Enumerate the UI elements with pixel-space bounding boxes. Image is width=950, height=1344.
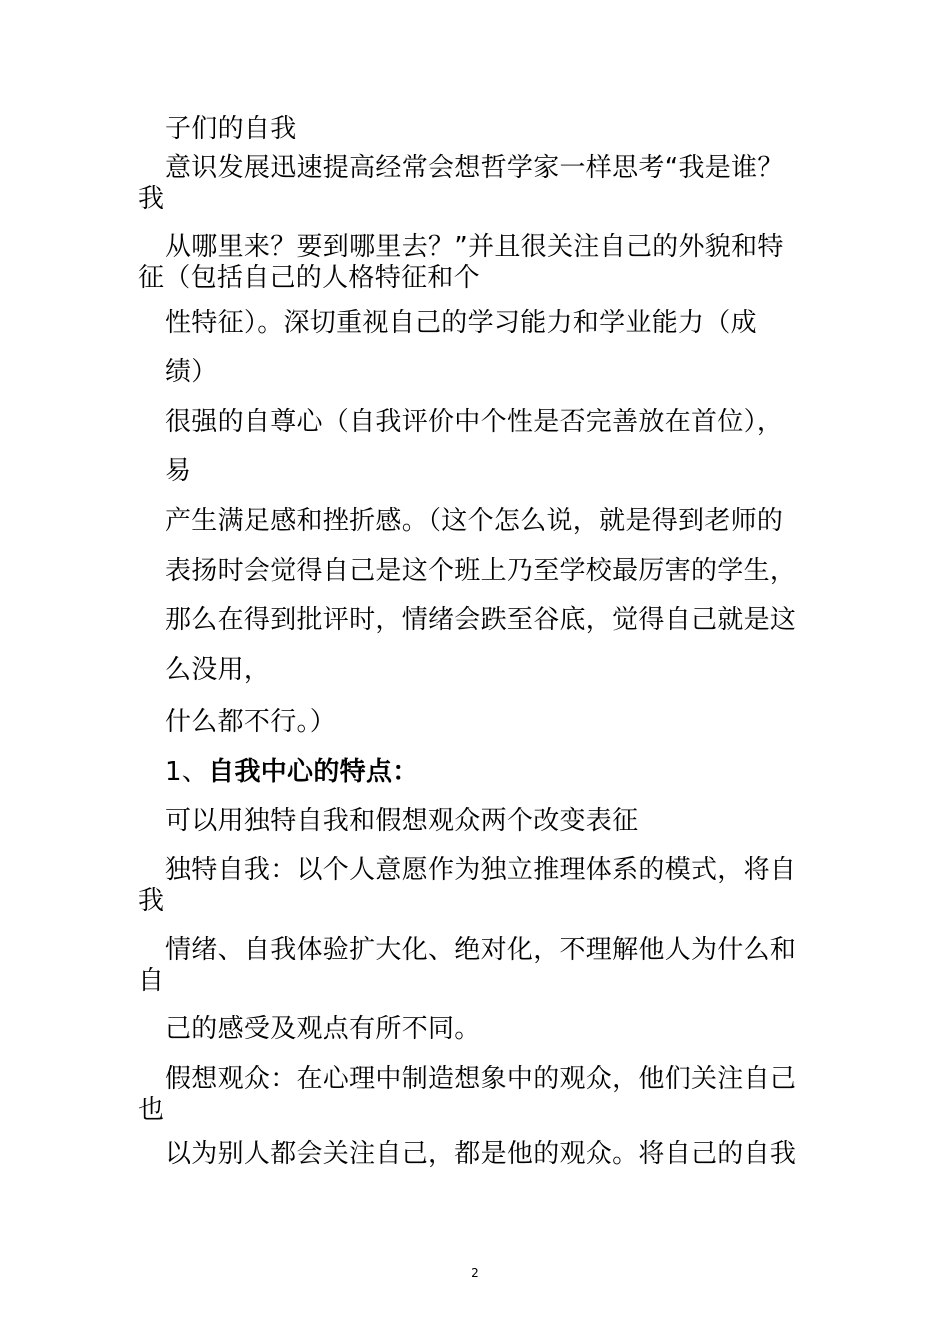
text-line: 表扬时会觉得自己是这个班上乃至学校最厉害的学生， xyxy=(165,556,797,586)
heading-title: 自我中心的特点： xyxy=(208,757,419,787)
text-line: 情绪、自我体验扩大化、绝对化，不理解他人为什么和 xyxy=(165,935,797,965)
text-line: 自 xyxy=(138,966,165,996)
text-line: 假想观众：在心理中制造想象中的观众，他们关注自己 xyxy=(165,1064,797,1094)
text-line: 么没用， xyxy=(165,655,271,685)
text-line: 绩） xyxy=(165,357,218,387)
text-line: 也 xyxy=(138,1095,165,1125)
text-line: 意识发展迅速提高经常会想哲学家一样思考“我是谁？ xyxy=(165,153,784,183)
text-line: 很强的自尊心（自我评价中个性是否完善放在首位）， xyxy=(165,407,784,437)
text-line: 产生满足感和挫折感。（这个怎么说，就是得到老师的 xyxy=(165,506,784,536)
text-line: 可以用独特自我和假想观众两个改变表征 xyxy=(165,806,639,836)
section-heading xyxy=(165,757,419,787)
page-number: 2 xyxy=(471,1266,479,1280)
text-line: 征（包括自己的人格特征和个 xyxy=(138,263,480,293)
text-line: 从哪里来？要到哪里去？”并且很关注自己的外貌和特 xyxy=(165,232,784,262)
text-line: 己的感受及观点有所不同。 xyxy=(165,1014,481,1044)
text-line: 我 xyxy=(138,184,165,214)
heading-number: 1、 xyxy=(165,757,209,787)
text-line: 那么在得到批评时，情绪会跌至谷底，觉得自己就是这 xyxy=(165,605,797,635)
text-line: 独特自我：以个人意愿作为独立推理体系的模式，将自 xyxy=(165,855,797,885)
text-line: 性特征）。深切重视自己的学习能力和学业能力（成 xyxy=(165,308,757,338)
text-line: 子们的自我 xyxy=(165,114,297,144)
text-line: 以为别人都会关注自己，都是他的观众。将自己的自我 xyxy=(165,1139,797,1169)
text-line: 易 xyxy=(165,456,192,486)
text-line: 我 xyxy=(138,886,165,916)
text-line: 什么都不行。） xyxy=(165,707,337,737)
